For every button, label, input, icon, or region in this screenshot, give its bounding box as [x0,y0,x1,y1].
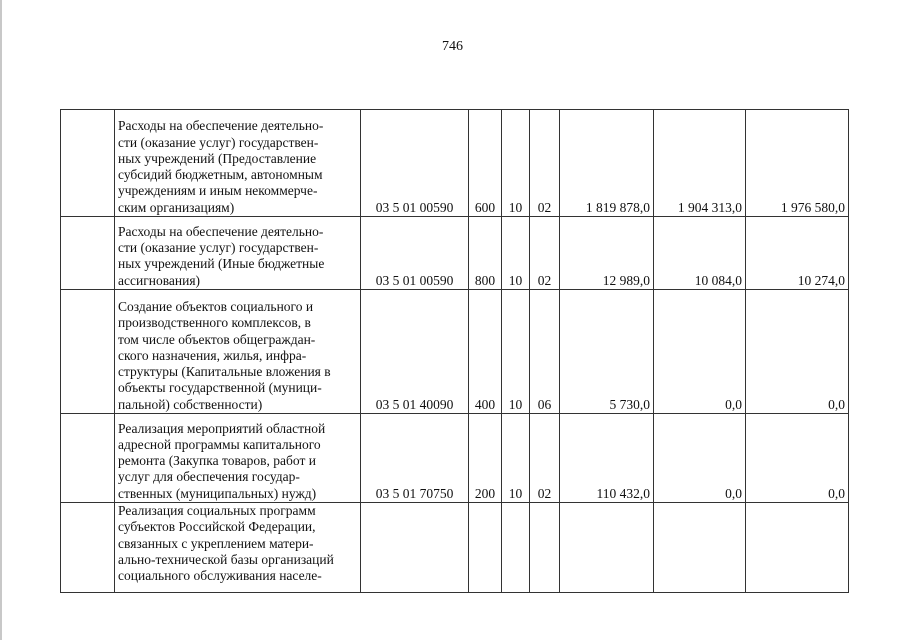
row-year1-cell [560,503,654,593]
row-name-line: ственных (муниципальных) нужд) [118,485,317,501]
row-code-cell: 03 5 01 00590 [361,110,469,217]
budget-table [60,109,849,593]
row-name-line: Расходы на обеспечение деятельно- [118,118,324,134]
row-pr-cell [530,503,560,593]
row-rz-cell: 10 [502,290,530,414]
row-name-line: сти (оказание услуг) государствен- [118,240,319,256]
row-year3-cell: 1 976 580,0 [746,110,849,217]
row-name-line: объекты государственной (муници- [118,380,322,396]
row-name-line: ных учреждений (Иные бюджетные [118,256,325,272]
row-name-cell [115,414,361,503]
row-year2-cell: 1 904 313,0 [654,110,746,217]
row-name-line: субъектов Российской Федерации, [118,519,316,535]
row-name-line: ремонта (Закупка товаров, работ и [118,453,316,469]
row-name-line: Создание объектов социального и [118,298,314,314]
row-name-cell [115,110,361,217]
row-index-cell [61,110,115,217]
row-vr-cell [469,503,502,593]
row-name-line: адресной программы капитального [118,436,321,452]
row-name-cell [115,217,361,290]
row-rz-cell: 10 [502,217,530,290]
row-vr-cell: 600 [469,110,502,217]
table-row [61,217,849,290]
row-year1-cell: 110 432,0 [560,414,654,503]
row-year2-cell: 10 084,0 [654,217,746,290]
row-name-line: Реализация мероприятий областной [118,420,326,436]
page-left-edge [0,0,2,640]
row-name-line: ассигнования) [118,272,201,288]
row-year3-cell [746,503,849,593]
row-name-line: субсидий бюджетным, автономным [118,167,323,183]
row-pr-cell: 02 [530,217,560,290]
row-name-line: сти (оказание услуг) государствен- [118,134,319,150]
row-year3-cell: 0,0 [746,414,849,503]
row-name-line: учреждениям и иным некоммерче- [118,183,318,199]
row-vr-cell: 400 [469,290,502,414]
row-name-line: услуг для обеспечения государ- [118,469,300,485]
row-name-line: ским организациям) [118,199,235,215]
row-code-cell: 03 5 01 40090 [361,290,469,414]
row-name-line: том числе объектов общеграждан- [118,331,316,347]
page-number: 746 [442,39,463,54]
row-index-cell [61,217,115,290]
row-name-line: социального обслуживания населе- [118,568,322,584]
table-row [61,414,849,503]
row-year2-cell: 0,0 [654,290,746,414]
row-pr-cell: 06 [530,290,560,414]
row-rz-cell: 10 [502,110,530,217]
row-name-line: Реализация социальных программ [118,503,316,518]
row-index-cell [61,414,115,503]
table-row [61,290,849,414]
table-row [61,110,849,217]
row-vr-cell: 800 [469,217,502,290]
row-year1-cell: 12 989,0 [560,217,654,290]
row-vr-cell: 200 [469,414,502,503]
row-rz-cell [502,503,530,593]
row-name-line: ского назначения, жилья, инфра- [118,347,307,363]
row-year2-cell: 0,0 [654,414,746,503]
row-pr-cell: 02 [530,414,560,503]
row-code-cell: 03 5 01 00590 [361,217,469,290]
row-name-line: Расходы на обеспечение деятельно- [118,223,324,239]
row-year1-cell: 5 730,0 [560,290,654,414]
row-name-line: пальной) собственности) [118,396,263,412]
row-rz-cell: 10 [502,414,530,503]
row-year3-cell: 10 274,0 [746,217,849,290]
row-name-line: структуры (Капитальные вложения в [118,364,331,380]
row-name-line: производственного комплексов, в [118,315,311,331]
table-row [61,503,849,593]
row-year1-cell: 1 819 878,0 [560,110,654,217]
row-pr-cell: 02 [530,110,560,217]
row-year3-cell: 0,0 [746,290,849,414]
row-name-cell [115,290,361,414]
row-name-line: связанных с укреплением матери- [118,535,314,551]
row-index-cell [61,503,115,593]
row-index-cell [61,290,115,414]
row-name-cell [115,503,361,593]
row-year2-cell [654,503,746,593]
row-code-cell [361,503,469,593]
row-name-line: ально-технической базы организаций [118,551,334,567]
row-code-cell: 03 5 01 70750 [361,414,469,503]
row-name-line: ных учреждений (Предоставление [118,150,317,166]
